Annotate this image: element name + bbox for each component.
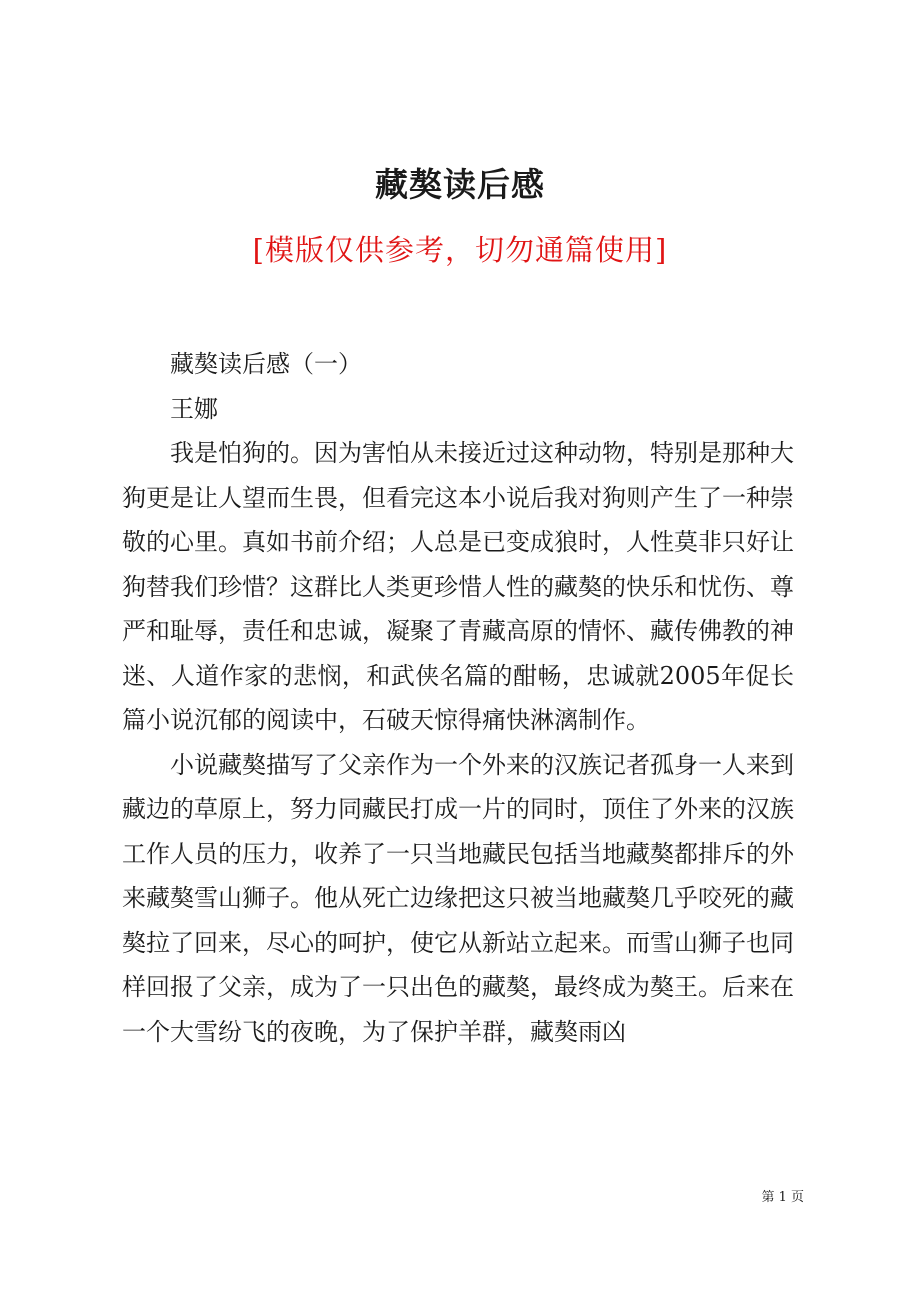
document-body [122, 342, 794, 1054]
section-heading: 藏獒读后感（一） [170, 350, 362, 378]
body-paragraph: 小说藏獒描写了父亲作为一个外来的汉族记者孤身一人来到藏边的草原上，努力同藏民打成一片的同时，顶住了外来的汉族工作人员的压力，收养了一只当地藏民包括当地藏獒都排斥的外来藏獒雪山狮子。他从死亡边缘把这只被当地藏獒几乎咬死的藏獒拉了回来，尽心的呵护，使它从新站立起来。而雪山狮子也同样回报了父亲，成为了一只出色的藏獒，最终成为獒王。后来在一个大雪纷飞的夜晚，为了保护羊群，藏獒雨凶 [122, 750, 794, 1046]
body-paragraph: 我是怕狗的。因为害怕从未接近过这种动物，特别是那种大狗更是让人望而生畏，但看完这本小说后我对狗则产生了一种崇敬的心里。真如书前介绍；人总是已变成狼时，人性莫非只好让狗替我们珍惜？这群比人类更珍惜人性的藏獒的快乐和忧伤、尊严和耻辱，责任和忠诚，凝聚了青藏高原的情怀、藏传佛教的神迷、人道作家的悲悯，和武侠名篇的酣畅，忠诚就2005年促长篇小说沉郁的阅读中，石破天惊得痛快淋漓制作。 [122, 439, 794, 734]
author-name: 王娜 [170, 394, 218, 423]
document-title: 藏獒读后感 [375, 165, 545, 204]
template-notice: [模版仅供参考，切勿通篇使用] [252, 233, 668, 267]
page-number: 第 1 页 [761, 1190, 804, 1205]
